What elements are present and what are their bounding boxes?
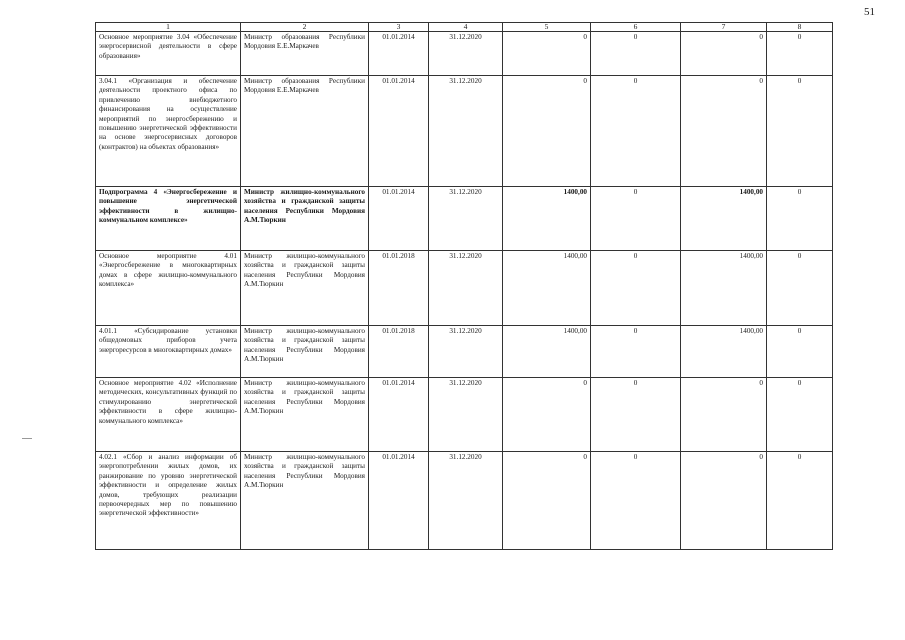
- row-total-cell: 1400,00: [503, 326, 591, 378]
- row-other-cell: 0: [767, 452, 833, 550]
- table-row: [96, 452, 833, 550]
- row-other-cell: 0: [767, 187, 833, 251]
- row-start-date-cell: 01.01.2014: [369, 32, 429, 76]
- row-republic-cell: 0: [681, 32, 767, 76]
- row-executor-cell: Министр жилищно-коммунального хозяйства и гражданской защиты населения Республики Мордовия А.М.Тюркин: [241, 251, 369, 326]
- column-number: 4: [429, 23, 503, 32]
- row-federal-cell: 0: [591, 326, 681, 378]
- column-number-row: [96, 23, 833, 32]
- row-start-date-cell: 01.01.2014: [369, 378, 429, 452]
- row-end-date-cell: 31.12.2020: [429, 251, 503, 326]
- row-executor-cell: Министр жилищно-коммунального хозяйства и гражданской защиты населения Республики Мордовия А.М.Тюркин: [241, 326, 369, 378]
- row-executor-cell: Министр жилищно-коммунального хозяйства и гражданской защиты населения Республики Мордовия А.М.Тюркин: [241, 378, 369, 452]
- row-start-date-cell: 01.01.2018: [369, 251, 429, 326]
- row-other-cell: 0: [767, 32, 833, 76]
- row-end-date-cell: 31.12.2020: [429, 32, 503, 76]
- column-number: 7: [681, 23, 767, 32]
- program-table: [95, 22, 833, 550]
- row-name-cell: 3.04.1 «Организация и обеспечение деятельности проектного офиса по привлечению внебюджетного финансирования на осуществление мероприятий по энергосбережению и повышению энергетической эффективности на основе энергосервисных договоров (контрактов) на объектах образования»: [96, 76, 241, 187]
- table-row: [96, 76, 833, 187]
- row-republic-cell: 1400,00: [681, 326, 767, 378]
- table-row: [96, 251, 833, 326]
- row-end-date-cell: 31.12.2020: [429, 452, 503, 550]
- row-federal-cell: 0: [591, 32, 681, 76]
- scan-edge-mark: [22, 438, 32, 439]
- page-number: 51: [864, 6, 875, 18]
- row-end-date-cell: 31.12.2020: [429, 378, 503, 452]
- row-name-cell: 4.02.1 «Сбор и анализ информации об энергопотреблении жилых домов, их ранжирование по уровню энергетической эффективности и определение жилых домов, требующих реализации первоочередных мер по повышению энергетической эффективности»: [96, 452, 241, 550]
- row-other-cell: 0: [767, 326, 833, 378]
- row-federal-cell: 0: [591, 251, 681, 326]
- row-other-cell: 0: [767, 251, 833, 326]
- table-row: [96, 326, 833, 378]
- row-start-date-cell: 01.01.2014: [369, 76, 429, 187]
- row-name-cell: 4.01.1 «Субсидирование установки общедомовых приборов учета энергоресурсов в многоквартирных домах»: [96, 326, 241, 378]
- row-federal-cell: 0: [591, 452, 681, 550]
- row-start-date-cell: 01.01.2018: [369, 326, 429, 378]
- row-total-cell: 1400,00: [503, 187, 591, 251]
- row-name-cell: Основное мероприятие 3.04 «Обеспечение энергосервисной деятельности в сфере образования»: [96, 32, 241, 76]
- row-total-cell: 0: [503, 452, 591, 550]
- row-total-cell: 0: [503, 76, 591, 187]
- column-number: 3: [369, 23, 429, 32]
- row-total-cell: 1400,00: [503, 251, 591, 326]
- row-total-cell: 0: [503, 378, 591, 452]
- table-row: [96, 378, 833, 452]
- row-federal-cell: 0: [591, 378, 681, 452]
- column-number: 2: [241, 23, 369, 32]
- column-number: 1: [96, 23, 241, 32]
- row-executor-cell: Министр жилищно-коммунального хозяйства и гражданской защиты населения Республики Мордовия А.М.Тюркин: [241, 187, 369, 251]
- row-executor-cell: Министр образования Республики Мордовия Е.Е.Маркачев: [241, 76, 369, 187]
- row-republic-cell: 0: [681, 76, 767, 187]
- row-end-date-cell: 31.12.2020: [429, 76, 503, 187]
- row-name-cell: Основное мероприятие 4.01 «Энергосбережение в многоквартирных домах в сфере жилищно-коммунального комплекса»: [96, 251, 241, 326]
- table-row: [96, 32, 833, 76]
- column-number: 8: [767, 23, 833, 32]
- row-other-cell: 0: [767, 378, 833, 452]
- row-republic-cell: 1400,00: [681, 187, 767, 251]
- column-number: 6: [591, 23, 681, 32]
- table-row: [96, 187, 833, 251]
- row-executor-cell: Министр образования Республики Мордовия Е.Е.Маркачев: [241, 32, 369, 76]
- row-name-cell: Подпрограмма 4 «Энергосбережение и повышение энергетической эффективности в жилищно-коммунальном комплексе»: [96, 187, 241, 251]
- row-end-date-cell: 31.12.2020: [429, 326, 503, 378]
- row-start-date-cell: 01.01.2014: [369, 452, 429, 550]
- row-executor-cell: Министр жилищно-коммунального хозяйства и гражданской защиты населения Республики Мордовия А.М.Тюркин: [241, 452, 369, 550]
- row-federal-cell: 0: [591, 76, 681, 187]
- row-republic-cell: 0: [681, 452, 767, 550]
- row-republic-cell: 1400,00: [681, 251, 767, 326]
- row-end-date-cell: 31.12.2020: [429, 187, 503, 251]
- column-number: 5: [503, 23, 591, 32]
- row-start-date-cell: 01.01.2014: [369, 187, 429, 251]
- row-name-cell: Основное мероприятие 4.02 «Исполнение методических, консультативных функций по стимулированию энергетической эффективности в сфере жилищно-коммунального комплекса»: [96, 378, 241, 452]
- row-other-cell: 0: [767, 76, 833, 187]
- row-total-cell: 0: [503, 32, 591, 76]
- row-republic-cell: 0: [681, 378, 767, 452]
- row-federal-cell: 0: [591, 187, 681, 251]
